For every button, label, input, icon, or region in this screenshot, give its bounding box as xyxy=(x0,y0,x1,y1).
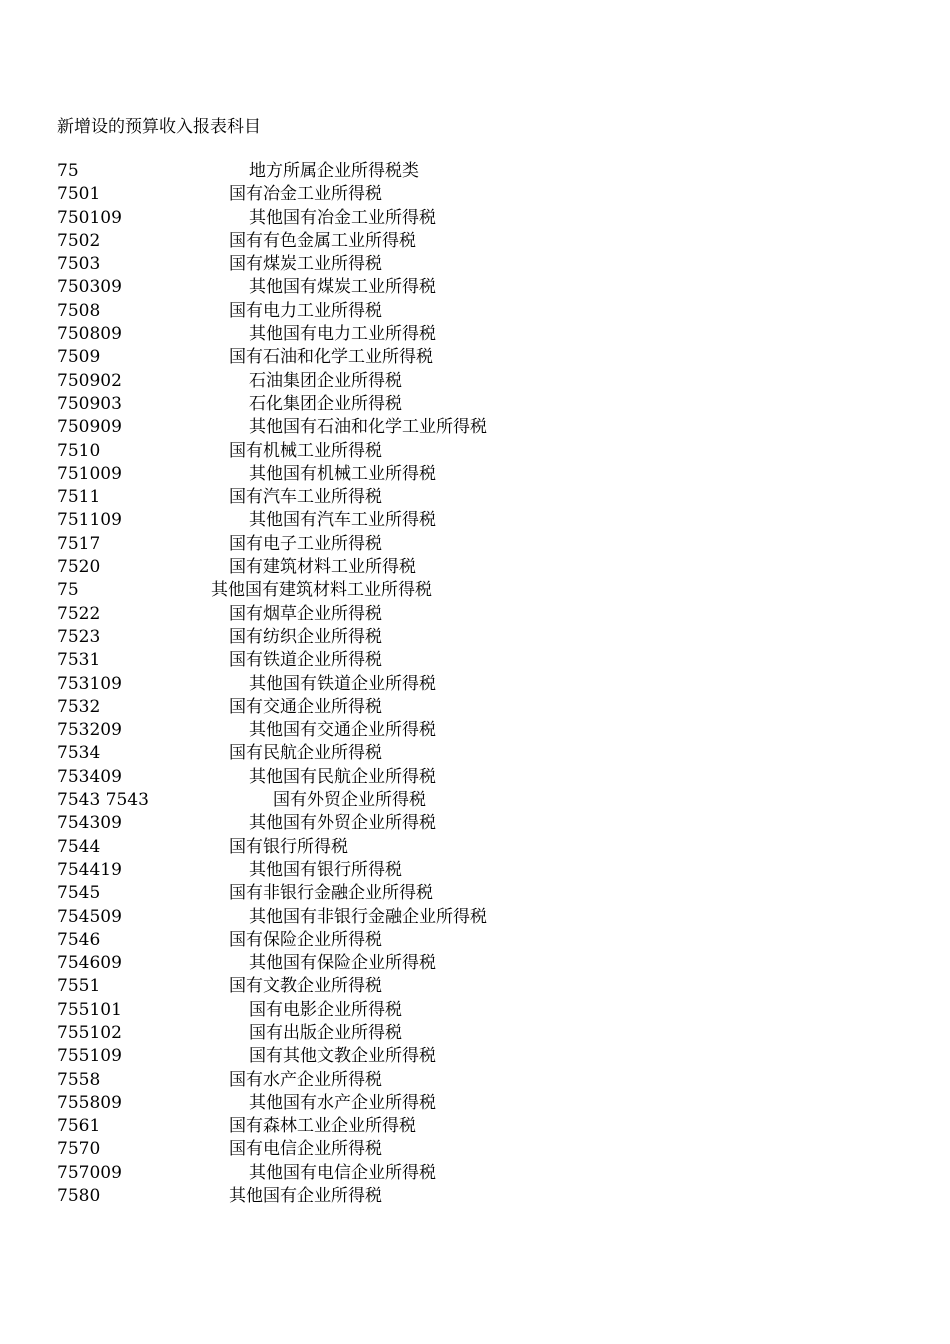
list-item xyxy=(57,323,937,346)
item-code: 7531 xyxy=(57,650,101,671)
item-code: 7508 xyxy=(57,300,101,321)
item-name: 国有烟草企业所得税 xyxy=(229,603,382,624)
item-name: 其他国有铁道企业所得税 xyxy=(249,673,436,694)
item-name: 其他国有非银行金融企业所得税 xyxy=(249,906,487,927)
item-code: 755109 xyxy=(57,1046,122,1067)
item-code: 7551 xyxy=(57,976,101,997)
list-item xyxy=(57,1185,937,1208)
item-code: 7501 xyxy=(57,184,101,205)
item-code: 754609 xyxy=(57,953,122,974)
item-code: 750809 xyxy=(57,324,122,345)
item-code: 75 xyxy=(57,161,79,181)
item-code: 750909 xyxy=(57,417,122,438)
list-item xyxy=(57,742,937,765)
item-name: 其他国有企业所得税 xyxy=(229,1186,382,1207)
list-item xyxy=(57,719,937,742)
item-code: 7510 xyxy=(57,440,101,461)
item-name: 国有保险企业所得税 xyxy=(229,929,382,950)
item-name: 国有文教企业所得税 xyxy=(229,976,382,997)
list-item xyxy=(57,300,937,323)
list-item xyxy=(57,579,937,602)
item-code: 7523 xyxy=(57,626,101,647)
item-code: 7534 xyxy=(57,743,101,764)
item-code: 7517 xyxy=(57,533,101,554)
item-name: 国有交通企业所得税 xyxy=(229,696,382,717)
list-item xyxy=(57,836,937,859)
list-item xyxy=(57,766,937,789)
item-code: 75 xyxy=(57,580,79,601)
item-name: 国有森林工业企业所得税 xyxy=(229,1116,416,1137)
item-code: 7561 xyxy=(57,1116,101,1137)
item-name: 国有铁道企业所得税 xyxy=(229,650,382,671)
item-name: 其他国有汽车工业所得税 xyxy=(249,510,436,531)
item-code: 7570 xyxy=(57,1139,101,1160)
item-code: 757009 xyxy=(57,1162,122,1183)
list-item xyxy=(57,1045,937,1068)
list-item xyxy=(57,1069,937,1092)
item-code: 750309 xyxy=(57,277,122,298)
item-code: 755101 xyxy=(57,999,122,1020)
item-code: 7580 xyxy=(57,1186,101,1207)
list-item xyxy=(57,370,937,393)
list-item xyxy=(57,975,937,998)
item-name: 国有电信企业所得税 xyxy=(229,1139,382,1160)
item-name: 其他国有机械工业所得税 xyxy=(249,463,436,484)
item-code: 754309 xyxy=(57,813,122,834)
item-name: 国有出版企业所得税 xyxy=(249,1022,402,1043)
list-item xyxy=(57,509,937,532)
list-item xyxy=(57,929,937,952)
list-item xyxy=(57,1022,937,1045)
item-name: 国有电力工业所得税 xyxy=(229,300,382,321)
list-item xyxy=(57,789,937,812)
list-item xyxy=(57,649,937,672)
item-name: 石化集团企业所得税 xyxy=(249,393,402,414)
item-name: 其他国有建筑材料工业所得税 xyxy=(211,580,432,601)
list-item xyxy=(57,160,937,183)
list-item xyxy=(57,906,937,929)
item-name: 其他国有石油和化学工业所得税 xyxy=(249,417,487,438)
item-code: 750109 xyxy=(57,207,122,228)
item-name: 国有银行所得税 xyxy=(229,836,348,857)
list-item xyxy=(57,346,937,369)
list-item xyxy=(57,859,937,882)
list-item xyxy=(57,253,937,276)
item-code: 7503 xyxy=(57,254,101,275)
item-name: 国有民航企业所得税 xyxy=(229,743,382,764)
item-code: 7511 xyxy=(57,487,101,508)
item-code: 754419 xyxy=(57,859,122,880)
list-item xyxy=(57,696,937,719)
item-code: 7558 xyxy=(57,1069,101,1090)
item-name: 其他国有外贸企业所得税 xyxy=(249,813,436,834)
list-item xyxy=(57,416,937,439)
list-item xyxy=(57,207,937,230)
item-name: 国有建筑材料工业所得税 xyxy=(229,557,416,578)
budget-item-list xyxy=(57,160,937,1208)
item-code: 7546 xyxy=(57,929,101,950)
item-name: 其他国有银行所得税 xyxy=(249,859,402,880)
list-item xyxy=(57,1162,937,1185)
item-code: 7544 xyxy=(57,836,101,857)
list-item xyxy=(57,463,937,486)
list-item xyxy=(57,999,937,1022)
item-name: 国有非银行金融企业所得税 xyxy=(229,883,433,904)
item-code: 7532 xyxy=(57,696,101,717)
item-name: 国有其他文教企业所得税 xyxy=(249,1046,436,1067)
document-title: 新增设的预算收入报表科目 xyxy=(57,117,261,137)
item-code: 7545 xyxy=(57,883,101,904)
item-code: 7520 xyxy=(57,557,101,578)
list-item xyxy=(57,1115,937,1138)
item-code: 7522 xyxy=(57,603,101,624)
list-item xyxy=(57,556,937,579)
item-name: 其他国有水产企业所得税 xyxy=(249,1092,436,1113)
item-code: 7543 7543 xyxy=(57,790,149,811)
item-code: 7502 xyxy=(57,230,101,251)
item-code: 751009 xyxy=(57,463,122,484)
list-item xyxy=(57,882,937,905)
item-name: 国有电影企业所得税 xyxy=(249,999,402,1020)
item-name: 其他国有交通企业所得税 xyxy=(249,720,436,741)
item-name: 国有机械工业所得税 xyxy=(229,440,382,461)
list-item xyxy=(57,603,937,626)
item-name: 地方所属企业所得税类 xyxy=(249,161,419,181)
list-item xyxy=(57,1138,937,1161)
item-code: 755809 xyxy=(57,1092,122,1113)
item-code: 753409 xyxy=(57,766,122,787)
item-name: 其他国有保险企业所得税 xyxy=(249,953,436,974)
list-item xyxy=(57,276,937,299)
item-name: 国有外贸企业所得税 xyxy=(273,790,426,811)
item-name: 国有纺织企业所得税 xyxy=(229,626,382,647)
list-item xyxy=(57,533,937,556)
item-code: 750903 xyxy=(57,393,122,414)
item-code: 753209 xyxy=(57,720,122,741)
list-item xyxy=(57,230,937,253)
item-code: 755102 xyxy=(57,1022,122,1043)
list-item xyxy=(57,626,937,649)
item-name: 国有煤炭工业所得税 xyxy=(229,254,382,275)
list-item xyxy=(57,1092,937,1115)
list-item xyxy=(57,952,937,975)
item-name: 国有水产企业所得税 xyxy=(229,1069,382,1090)
item-name: 国有汽车工业所得税 xyxy=(229,487,382,508)
item-code: 751109 xyxy=(57,510,122,531)
item-name: 国有石油和化学工业所得税 xyxy=(229,347,433,368)
list-item xyxy=(57,486,937,509)
item-code: 750902 xyxy=(57,370,122,391)
list-item xyxy=(57,440,937,463)
item-name: 其他国有电信企业所得税 xyxy=(249,1162,436,1183)
list-item xyxy=(57,393,937,416)
item-name: 国有有色金属工业所得税 xyxy=(229,230,416,251)
item-code: 7509 xyxy=(57,347,101,368)
item-name: 石油集团企业所得税 xyxy=(249,370,402,391)
item-name: 其他国有冶金工业所得税 xyxy=(249,207,436,228)
item-code: 753109 xyxy=(57,673,122,694)
list-item xyxy=(57,183,937,206)
item-name: 其他国有煤炭工业所得税 xyxy=(249,277,436,298)
list-item xyxy=(57,673,937,696)
item-code: 754509 xyxy=(57,906,122,927)
item-name: 其他国有电力工业所得税 xyxy=(249,324,436,345)
item-name: 国有电子工业所得税 xyxy=(229,533,382,554)
item-name: 国有冶金工业所得税 xyxy=(229,184,382,205)
item-name: 其他国有民航企业所得税 xyxy=(249,766,436,787)
list-item xyxy=(57,812,937,835)
